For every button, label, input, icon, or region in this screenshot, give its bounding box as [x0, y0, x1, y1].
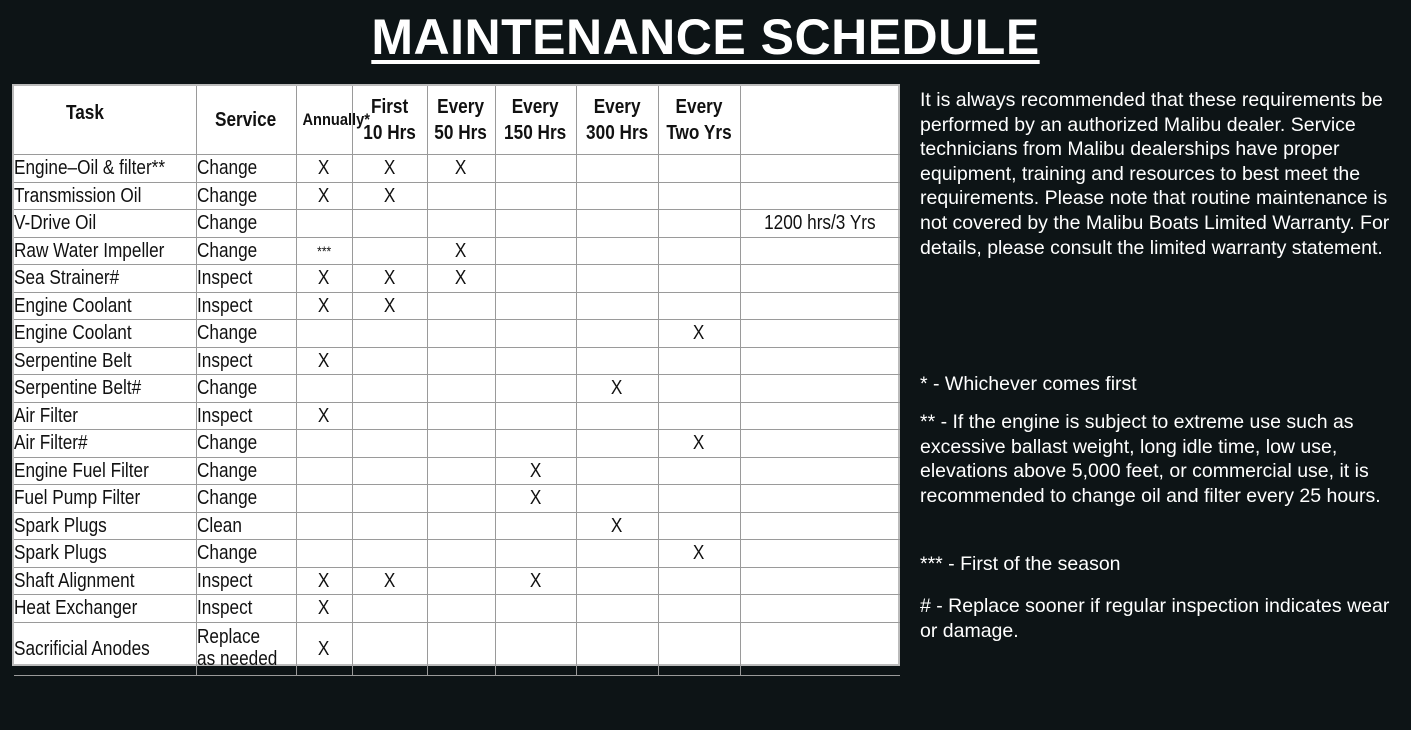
cell-service: Inspect [196, 567, 296, 595]
cell-every300 [576, 265, 658, 293]
cell-twoyrs: X [658, 540, 740, 568]
cell-every150 [495, 182, 576, 210]
cell-service: Inspect [196, 595, 296, 623]
cell-service: Change [196, 457, 296, 485]
cell-twoyrs [658, 485, 740, 513]
cell-every50 [427, 622, 495, 675]
cell-task: Serpentine Belt [14, 347, 196, 375]
cell-every50: X [427, 265, 495, 293]
cell-first10 [352, 402, 427, 430]
table-row [14, 457, 900, 485]
cell-first10 [352, 595, 427, 623]
header-every-two-yrs: Every Two Yrs [658, 86, 740, 155]
cell-service: Clean [196, 512, 296, 540]
cell-every300 [576, 485, 658, 513]
cell-annually [296, 210, 352, 238]
cell-task: Serpentine Belt# [14, 375, 196, 403]
cell-service: Change [196, 182, 296, 210]
cell-every300 [576, 457, 658, 485]
cell-annually: X [296, 155, 352, 183]
cell-service: Change [196, 155, 296, 183]
cell-twoyrs [658, 292, 740, 320]
cell-every150 [495, 375, 576, 403]
cell-task: Spark Plugs [14, 512, 196, 540]
cell-every150 [495, 595, 576, 623]
cell-twoyrs [658, 457, 740, 485]
cell-first10: X [352, 182, 427, 210]
cell-note [740, 320, 900, 348]
footnote-single-asterisk: * - Whichever comes first [920, 373, 1137, 395]
cell-every150: X [495, 567, 576, 595]
cell-service: Inspect [196, 347, 296, 375]
cell-every50 [427, 347, 495, 375]
cell-every300: X [576, 375, 658, 403]
table-row [14, 155, 900, 183]
cell-first10: X [352, 567, 427, 595]
cell-every300 [576, 292, 658, 320]
cell-annually [296, 540, 352, 568]
header-task: Task [14, 86, 196, 155]
cell-every300: X [576, 512, 658, 540]
cell-service: Inspect [196, 265, 296, 293]
cell-first10 [352, 457, 427, 485]
cell-note [740, 375, 900, 403]
cell-first10 [352, 210, 427, 238]
maintenance-table [14, 86, 900, 676]
cell-twoyrs: X [658, 430, 740, 458]
page-title-text: MAINTENANCE SCHEDULE [371, 9, 1040, 65]
cell-note [740, 237, 900, 265]
cell-note [740, 512, 900, 540]
header-extra [740, 86, 900, 155]
cell-first10 [352, 485, 427, 513]
cell-twoyrs: X [658, 320, 740, 348]
cell-service: Change [196, 375, 296, 403]
cell-annually: X [296, 402, 352, 430]
table-row [14, 567, 900, 595]
cell-every50 [427, 512, 495, 540]
cell-every150 [495, 430, 576, 458]
cell-every50 [427, 292, 495, 320]
cell-first10: X [352, 292, 427, 320]
cell-every50 [427, 567, 495, 595]
cell-twoyrs [658, 237, 740, 265]
cell-every150 [495, 402, 576, 430]
cell-every150 [495, 347, 576, 375]
cell-task: Heat Exchanger [14, 595, 196, 623]
cell-every300 [576, 210, 658, 238]
cell-first10 [352, 512, 427, 540]
cell-task: Air Filter [14, 402, 196, 430]
cell-twoyrs [658, 567, 740, 595]
cell-note [740, 540, 900, 568]
cell-service: Change [196, 210, 296, 238]
cell-every50: X [427, 155, 495, 183]
cell-twoyrs [658, 375, 740, 403]
table-row [14, 430, 900, 458]
cell-every300 [576, 347, 658, 375]
cell-annually [296, 457, 352, 485]
cell-every150 [495, 265, 576, 293]
cell-twoyrs [658, 155, 740, 183]
cell-note [740, 182, 900, 210]
cell-task: Raw Water Impeller [14, 237, 196, 265]
cell-first10 [352, 347, 427, 375]
recommendation-paragraph: It is always recommended that these requirements be performed by an authorized Malibu dealer. Service technicians from Malibu dealerships have proper equipment, training and resources to best meet the requirements. Please note that routine maintenance is not covered by the Malibu Boats Limited Warranty. For details, please consult the limited warranty statement. [920, 89, 1390, 259]
cell-note [740, 347, 900, 375]
cell-every50 [427, 375, 495, 403]
cell-task: Fuel Pump Filter [14, 485, 196, 513]
cell-twoyrs [658, 265, 740, 293]
cell-task: Transmission Oil [14, 182, 196, 210]
cell-task: Sacrificial Anodes [14, 622, 196, 675]
cell-every150 [495, 237, 576, 265]
cell-annually: X [296, 622, 352, 675]
maintenance-table-container [12, 84, 900, 670]
footnote-triple-asterisk: *** - First of the season [920, 553, 1121, 575]
table-row [14, 182, 900, 210]
cell-annually [296, 485, 352, 513]
cell-note [740, 457, 900, 485]
cell-first10 [352, 540, 427, 568]
cell-every150 [495, 320, 576, 348]
cell-every150 [495, 540, 576, 568]
cell-every300 [576, 540, 658, 568]
cell-service: Change [196, 485, 296, 513]
table-row [14, 512, 900, 540]
cell-every150 [495, 210, 576, 238]
cell-service: Change [196, 237, 296, 265]
cell-every50 [427, 320, 495, 348]
cell-annually: X [296, 292, 352, 320]
cell-note [740, 485, 900, 513]
cell-twoyrs [658, 182, 740, 210]
cell-every300 [576, 402, 658, 430]
table-row [14, 320, 900, 348]
cell-every300 [576, 237, 658, 265]
cell-twoyrs [658, 347, 740, 375]
cell-every50 [427, 430, 495, 458]
cell-first10: X [352, 155, 427, 183]
header-service: Service [196, 86, 296, 155]
header-first-10-hrs: First 10 Hrs [352, 86, 427, 155]
footnote-double-asterisk: ** - If the engine is subject to extreme use such as excessive ballast weight, long idle time, low use, elevations above 5,000 feet, or commercial use, it is recommended to change oil and filter every 25 hours. [920, 411, 1381, 507]
cell-note [740, 567, 900, 595]
cell-service: Replace as needed [196, 622, 296, 675]
cell-service: Change [196, 430, 296, 458]
table-row [14, 237, 900, 265]
cell-task: Engine Coolant [14, 320, 196, 348]
cell-task: Engine–Oil & filter** [14, 155, 196, 183]
cell-every150 [495, 622, 576, 675]
table-header-row [14, 86, 900, 155]
table-row [14, 265, 900, 293]
table-row [14, 402, 900, 430]
cell-every300 [576, 567, 658, 595]
cell-task: Engine Fuel Filter [14, 457, 196, 485]
cell-note [740, 265, 900, 293]
cell-every300 [576, 430, 658, 458]
cell-every50 [427, 595, 495, 623]
cell-annually: *** [296, 237, 352, 265]
cell-twoyrs [658, 622, 740, 675]
header-annually: Annually* [296, 86, 352, 155]
cell-every150: X [495, 457, 576, 485]
cell-twoyrs [658, 402, 740, 430]
header-every-300-hrs: Every 300 Hrs [576, 86, 658, 155]
cell-every50 [427, 402, 495, 430]
cell-every300 [576, 320, 658, 348]
table-row [14, 292, 900, 320]
cell-task: Engine Coolant [14, 292, 196, 320]
table-row [14, 347, 900, 375]
cell-note [740, 430, 900, 458]
cell-every50 [427, 210, 495, 238]
cell-first10 [352, 237, 427, 265]
cell-note [740, 595, 900, 623]
table-row [14, 595, 900, 623]
cell-first10 [352, 430, 427, 458]
cell-task: Spark Plugs [14, 540, 196, 568]
cell-every150 [495, 292, 576, 320]
cell-first10 [352, 320, 427, 348]
cell-every50 [427, 182, 495, 210]
table-row [14, 485, 900, 513]
cell-every50 [427, 540, 495, 568]
cell-annually: X [296, 595, 352, 623]
cell-every150 [495, 512, 576, 540]
table-row [14, 375, 900, 403]
page-title [0, 8, 1411, 66]
cell-annually: X [296, 265, 352, 293]
cell-every300 [576, 595, 658, 623]
footnote-hash: # - Replace sooner if regular inspection indicates wear or damage. [920, 595, 1390, 642]
cell-twoyrs [658, 210, 740, 238]
cell-annually [296, 512, 352, 540]
cell-task: Air Filter# [14, 430, 196, 458]
cell-note [740, 402, 900, 430]
cell-first10 [352, 375, 427, 403]
cell-note [740, 622, 900, 675]
cell-note: 1200 hrs/3 Yrs [740, 210, 900, 238]
cell-task: Shaft Alignment [14, 567, 196, 595]
cell-first10 [352, 622, 427, 675]
cell-every50 [427, 457, 495, 485]
cell-service: Inspect [196, 292, 296, 320]
cell-every50 [427, 485, 495, 513]
cell-every300 [576, 182, 658, 210]
header-every-150-hrs: Every 150 Hrs [495, 86, 576, 155]
cell-service: Inspect [196, 402, 296, 430]
cell-every150 [495, 155, 576, 183]
cell-twoyrs [658, 595, 740, 623]
cell-task: Sea Strainer# [14, 265, 196, 293]
cell-annually: X [296, 347, 352, 375]
cell-annually [296, 375, 352, 403]
table-row [14, 622, 900, 675]
cell-every300 [576, 155, 658, 183]
cell-note [740, 292, 900, 320]
cell-annually: X [296, 182, 352, 210]
cell-note [740, 155, 900, 183]
cell-every150: X [495, 485, 576, 513]
cell-annually [296, 430, 352, 458]
cell-first10: X [352, 265, 427, 293]
cell-service: Change [196, 540, 296, 568]
cell-twoyrs [658, 512, 740, 540]
cell-service: Change [196, 320, 296, 348]
table-body [14, 155, 900, 676]
cell-annually [296, 320, 352, 348]
cell-annually: X [296, 567, 352, 595]
table-row [14, 210, 900, 238]
cell-every50: X [427, 237, 495, 265]
table-row [14, 540, 900, 568]
cell-task: V-Drive Oil [14, 210, 196, 238]
header-every-50-hrs: Every 50 Hrs [427, 86, 495, 155]
cell-every300 [576, 622, 658, 675]
